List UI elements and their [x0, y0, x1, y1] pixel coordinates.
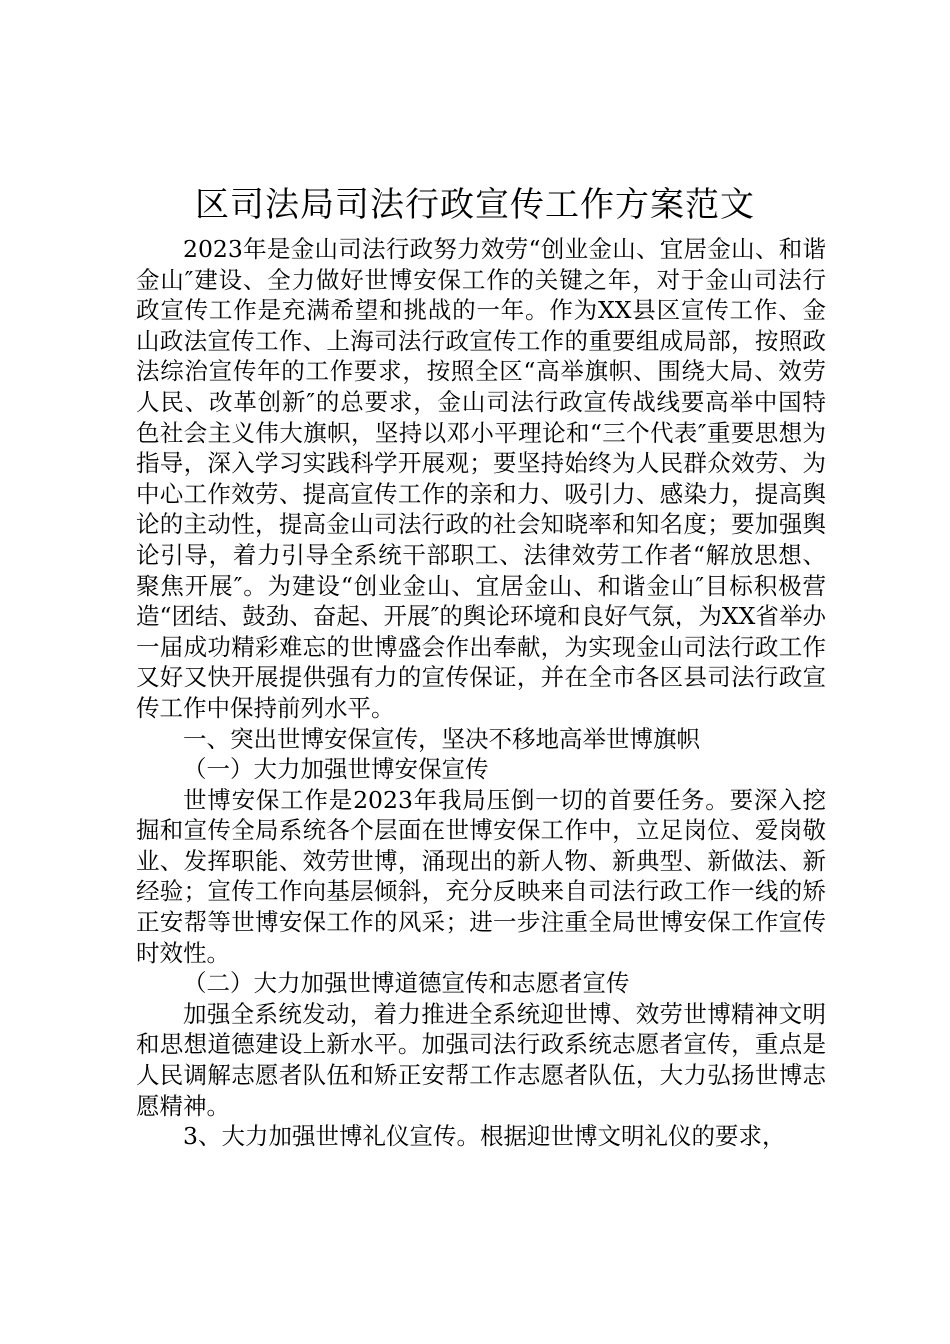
paragraph-security-publicity: 世博安保工作是2023年我局压倒一切的首要任务。要深入挖掘和宣传全局系统各个层面在世博安保工作中，立足岗位、爱岗敬业、发挥职能、效劳世博，涌现出的新人物、新典型、新做法、新经验；宣传工作向基层倾斜，充分反映来自司法行政工作一线的矫正安帮等世博安保工作的风采；进一步注重全局世博安保工作宣传时效性。	[136, 785, 826, 967]
subsection-heading-1: （一）大力加强世博安保宣传	[183, 755, 489, 784]
paragraph-intro: 2023年是金山司法行政努力效劳“创业金山、宜居金山、和谐金山″建设、全力做好世博安保工作的关键之年，对于金山司法行政宣传工作是充满希望和挑战的一年。作为XX县区宣传工作、金山政法宣传工作、上海司法行政宣传工作的重要组成局部，按照政法综治宣传年的工作要求，按照全区“高举旗帜、围绕大局、效劳人民、改革创新″的总要求，金山司法行政宣传战线要高举中国特色社会主义伟大旗帜，坚持以邓小平理论和“三个代表″重要思想为指导，深入学习实践科学开展观；要坚持始终为人民群众效劳、为中心工作效劳、提高宣传工作的亲和力、吸引力、感染力，提高舆论的主动性，提高金山司法行政的社会知晓率和知名度；要加强舆论引导，着力引导全系统干部职工、法律效劳工作者“解放思想、聚焦开展″。为建设“创业金山、宜居金山、和谐金山″目标积极营造“团结、鼓劲、奋起、开展″的舆论环境和良好气氛，为XX省举办一届成功精彩难忘的世博盛会作出奉献，为实现金山司法行政工作又好又快开展提供强有力的宣传保证，并在全市各区县司法行政宣传工作中保持前列水平。	[136, 235, 826, 722]
paragraph-volunteer-publicity: 加强全系统发动，着力推进全系统迎世博、效劳世博精神文明和思想道德建设上新水平。加强司法行政系统志愿者宣传，重点是人民调解志愿者队伍和矫正安帮工作志愿者队伍，大力弘扬世博志愿精神。	[136, 999, 826, 1120]
page-title: 区司法局司法行政宣传工作方案范文	[195, 185, 755, 225]
subsection-heading-2: （二）大力加强世博道德宣传和志愿者宣传	[183, 969, 630, 998]
paragraph-etiquette-publicity: 3、大力加强世博礼仪宣传。根据迎世博文明礼仪的要求，	[183, 1122, 786, 1151]
document-body	[136, 234, 826, 1152]
section-heading-1: 一、突出世博安保宣传，坚决不移地高举世博旗帜	[183, 724, 700, 753]
